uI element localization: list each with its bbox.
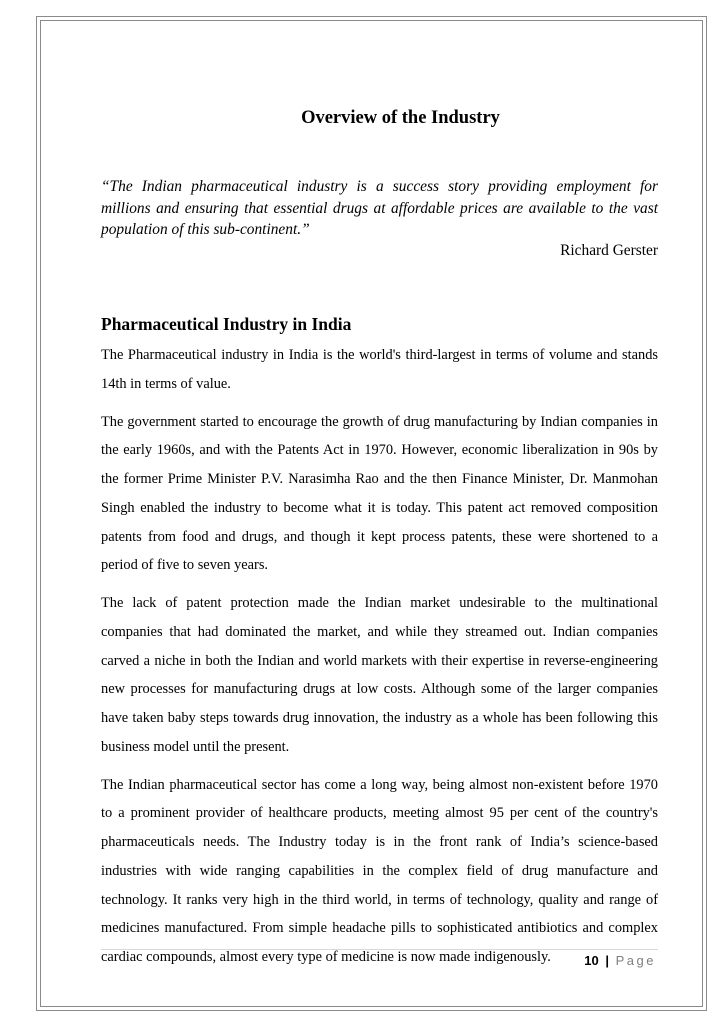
section-body <box>101 341 658 981</box>
paragraph: The Pharmaceutical industry in India is the world's third-largest in terms of volume and stands 14th in terms of value. <box>101 347 658 392</box>
paragraph: The government started to encourage the growth of drug manufacturing by Indian companies in the early 1960s, and with the Patents Act in 1970. However, economic liberalization in 90s by the former Prime Minister P.V. Narasimha Rao and the then Finance Minister, Dr. Manmohan Singh enabled the industry to become what it is today. This patent act removed composition patents from food and drugs, and though it kept process patents, these were shortened to a period of five to seven years. <box>101 413 658 574</box>
epigraph-quote: “The Indian pharmaceutical industry is a success story providing employment for millions and ensuring that essential drugs at affordable prices are available to the vast population of this sub-continent.” <box>101 178 658 238</box>
footer-rule <box>101 949 658 950</box>
footer-separator: | <box>605 953 609 968</box>
page-title-text: Overview of the Industry <box>301 108 500 128</box>
page-footer <box>584 953 656 969</box>
epigraph-author: Richard Gerster <box>560 242 658 259</box>
section-heading: Pharmaceutical Industry in India <box>101 314 352 334</box>
page-number: 10 <box>584 953 599 968</box>
page-label: Page <box>615 953 656 968</box>
page-title <box>101 106 658 130</box>
paragraph: The lack of patent protection made the Indian market undesirable to the multinational companies that had dominated the market, and while they streamed out. Indian companies carved a niche in both the Indian and world markets with their expertise in reverse-engineering new processes for manufacturing drugs at low costs. Although some of the larger companies have taken baby steps towards drug innovation, the industry as a whole has been following this business model until the present. <box>101 595 658 755</box>
paragraph: The Indian pharmaceutical sector has come a long way, being almost non-existent before 1970 to a prominent provider of healthcare products, meeting almost 95 per cent of the country's pharmaceuticals needs. The Industry today is in the front rank of India’s science-based industries with wide ranging capabilities in the complex field of drug manufacture and technology. It ranks very high in the third world, in terms of technology, quality and range of medicines manufactured. From simple headache pills to sophisticated antibiotics and complex cardiac compounds, almost every type of medicine is now made indigenously. <box>101 776 658 965</box>
